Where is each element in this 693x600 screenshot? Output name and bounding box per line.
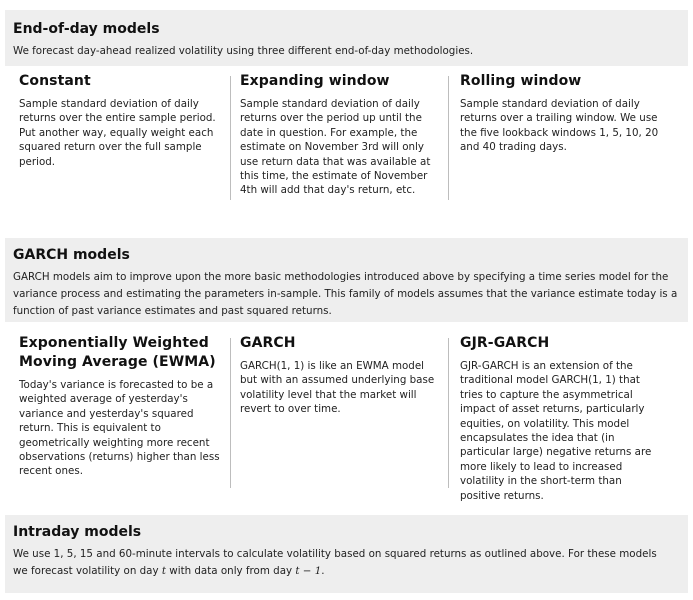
- eod-col-text: Sample standard deviation of daily returns over the entire sample period. Put another way, equally weight each squared return over the full sample period.: [19, 98, 216, 168]
- divider: [448, 76, 449, 200]
- garch-col-title: GJR-GARCH: [460, 335, 550, 351]
- eod-col-text: Sample standard deviation of daily returns over a trailing window. We use the five lookback windows 1, 5, 10, 20 and 40 trading days.: [460, 98, 659, 154]
- intraday-header-band: [5, 515, 688, 593]
- math-variable-t: t: [161, 565, 166, 577]
- eod-col-expanding: [240, 72, 438, 198]
- garch-col-text: GJR-GARCH is an extension of the traditional model GARCH(1, 1) that tries to capture the asymmetrical impact of asset returns, particularly equities, on volatility. This model encapsulates the idea that (in particular large) negative returns are more likely to lead to increased volatility in the short-term than positive returns.: [460, 360, 652, 502]
- intraday-line-1: We use 1, 5, 15 and 60-minute intervals to calculate volatility based on squared returns as outlined above. For these models: [13, 548, 657, 560]
- eod-title: End-of-day models: [13, 21, 160, 37]
- eod-col-title: Constant: [19, 73, 91, 89]
- garch-col-text: GARCH(1, 1) is like an EWMA model but with an assumed underlying base volatility level that the market will revert to over time.: [240, 360, 435, 416]
- garch-col-gjr: [460, 334, 665, 503]
- intraday-line-2: [13, 563, 683, 580]
- intraday-line-2-c: .: [321, 565, 325, 577]
- garch-subtitle: GARCH models aim to improve upon the more basic methodologies introduced above by specifying a time series model for the variance process and estimating the parameters in-sample. This family of models assumes that the variance estimate today is a function of past variance estimates and past squared returns.: [13, 271, 678, 317]
- garch-col-text: Today's variance is forecasted to be a weighted average of yesterday's variance and yesterday's squared return. This is equivalent to geometrically weighting more recent observations (returns) higher than less recent ones.: [19, 379, 220, 478]
- intraday-line-2-b: with data only from day: [169, 565, 293, 577]
- divider: [230, 338, 231, 488]
- garch-col-garch: [240, 334, 438, 417]
- intraday-text: [13, 546, 683, 580]
- intraday-title: Intraday models: [13, 524, 142, 540]
- math-variable-t-minus-1: t − 1: [295, 565, 322, 577]
- eod-subtitle: We forecast day-ahead realized volatility using three different end-of-day methodologies.: [13, 45, 474, 57]
- divider: [448, 338, 449, 488]
- eod-col-title: Rolling window: [460, 73, 582, 89]
- eod-col-rolling: [460, 72, 665, 155]
- garch-col-ewma: [19, 334, 224, 479]
- garch-header-band: [5, 238, 688, 322]
- eod-col-text: Sample standard deviation of daily returns over the period up until the date in question. For example, the estimate on November 3rd will only use return data that was available at this time, the estimate of November 4th will add that day's return, etc.: [240, 98, 431, 197]
- intraday-line-2-a: we forecast volatility on day: [13, 565, 159, 577]
- garch-title: GARCH models: [13, 247, 130, 263]
- garch-col-title: GARCH: [240, 335, 296, 351]
- divider: [230, 76, 231, 200]
- garch-col-title: Exponentially Weighted Moving Average (EWMA): [19, 335, 216, 370]
- eod-header-band: [5, 10, 688, 66]
- eod-col-title: Expanding window: [240, 73, 390, 89]
- eod-col-constant: [19, 72, 224, 169]
